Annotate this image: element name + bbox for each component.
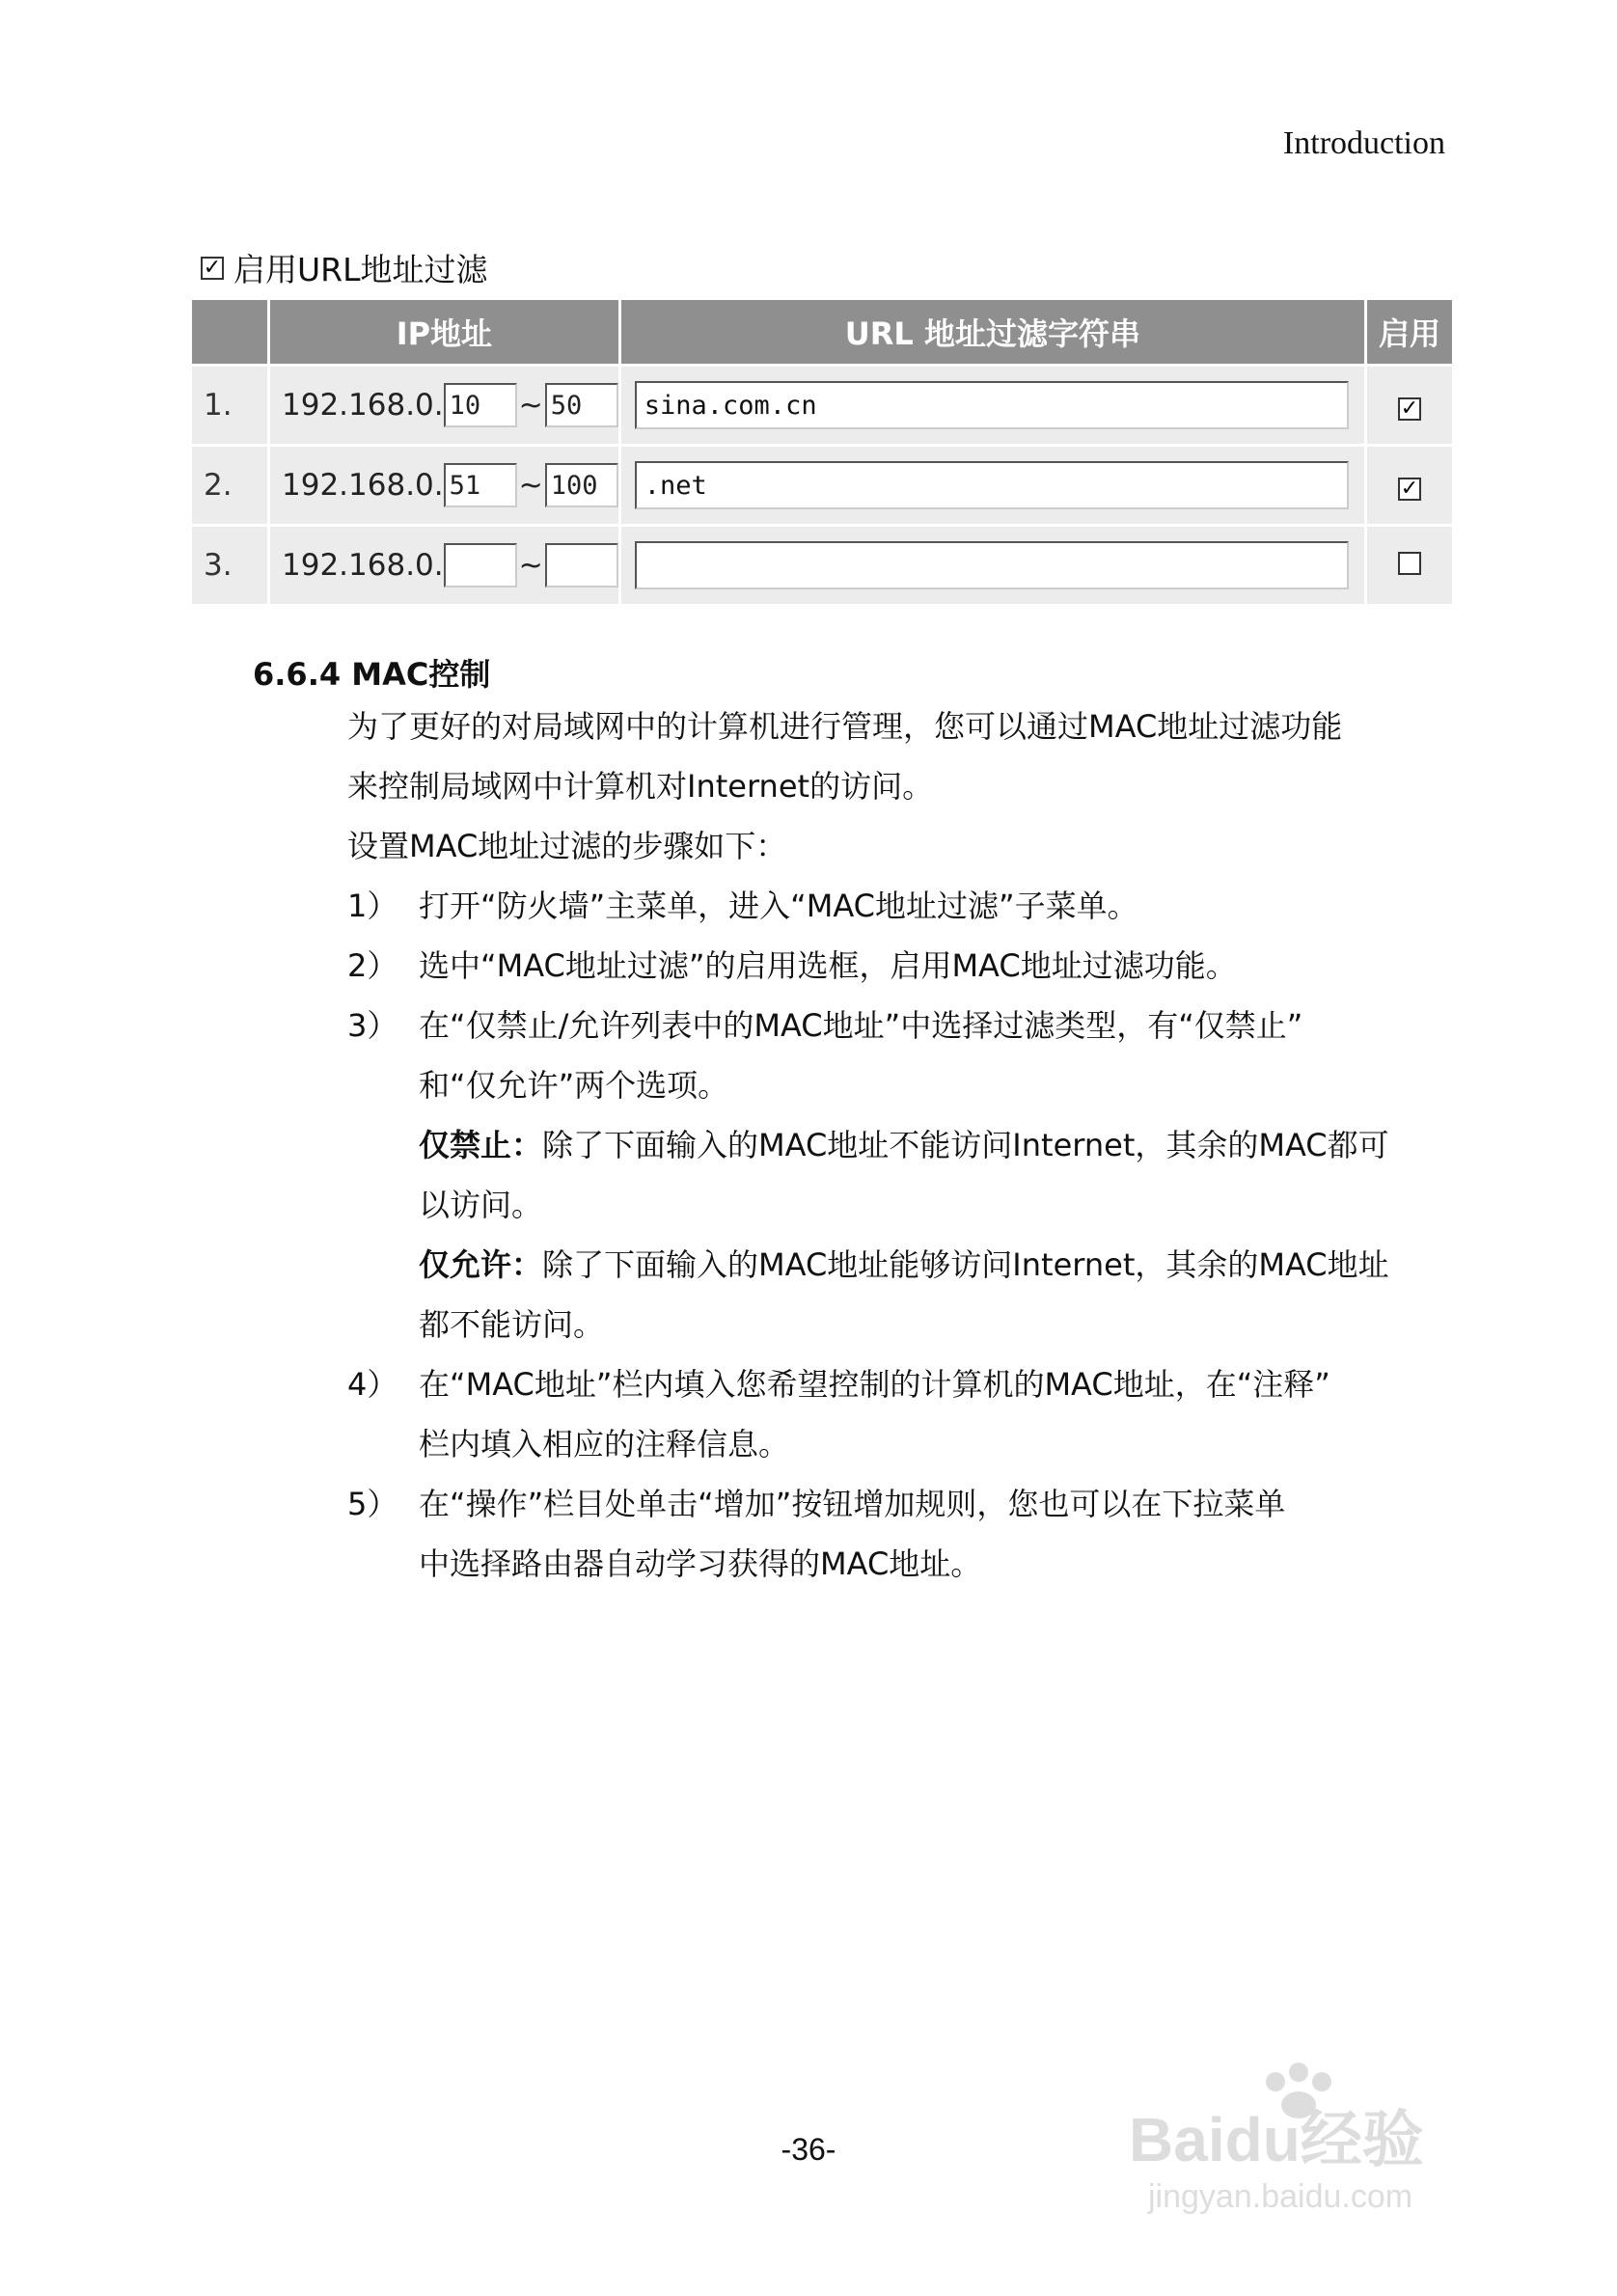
url-filter-enable-label: 启用URL地址过滤 [233,251,488,288]
step-text: 在“MAC地址”栏内填入您希望控制的计算机的MAC地址，在“注释” [419,1366,1330,1403]
step-3-continued: 和“仅允许”两个选项。 [419,1067,729,1104]
ip-end-input[interactable]: 100 [545,463,618,507]
step-number: 1） [347,888,398,924]
row-enable-checkbox[interactable]: ✓ [1398,478,1421,501]
step-3 [347,996,1457,1055]
url-string-input[interactable]: .net [635,461,1349,509]
intro-line-2: 来控制局域网中计算机对Internet的访问。 [347,768,934,805]
ip-prefix: 192.168.0. [282,468,444,503]
step-4-continued: 栏内填入相应的注释信息。 [419,1426,790,1462]
column-header-index [192,300,267,364]
step-1 [347,876,1457,936]
step-5-continued: 中选择路由器自动学习获得的MAC地址。 [419,1545,982,1582]
step-text: 在“操作”栏目处单击“增加”按钮增加规则，您也可以在下拉菜单 [419,1486,1286,1522]
ip-end-input[interactable] [545,543,618,588]
row-index: 2. [192,447,267,524]
baidu-watermark [1110,2055,1524,2219]
step-number: 2） [347,947,398,984]
ip-prefix: 192.168.0. [282,548,444,583]
allow-term: 仅允许： [419,1246,543,1283]
step-4 [347,1354,1457,1414]
ip-start-input[interactable]: 51 [444,463,517,507]
page-number: -36- [781,2132,836,2167]
ip-prefix: 192.168.0. [282,388,444,423]
watermark-url: jingyan.baidu.com [1148,2178,1413,2215]
step-2 [347,936,1457,996]
steps-intro: 设置MAC地址过滤的步骤如下： [347,828,787,864]
table-row [192,367,1452,444]
deny-definition-continued: 以访问。 [419,1187,543,1223]
column-header-ip: IP地址 [270,300,618,364]
intro-line-1: 为了更好的对局域网中的计算机进行管理，您可以通过MAC地址过滤功能 [347,708,1343,745]
deny-term: 仅禁止： [419,1127,543,1163]
table-row [192,447,1452,524]
url-filter-enable-checkbox[interactable]: ✓ [201,257,224,280]
row-enable-checkbox[interactable] [1398,552,1421,575]
deny-definition [419,1115,1457,1175]
table-row [192,527,1452,604]
step-text: 在“仅禁止/允许列表中的MAC地址”中选择过滤类型，有“仅禁止” [419,1007,1303,1044]
step-5 [347,1474,1457,1534]
paw-icon [1110,2055,1524,2219]
row-index: 1. [192,367,267,444]
range-separator: ~ [518,468,543,503]
allow-definition [419,1235,1457,1295]
url-filter-table [189,297,1455,607]
step-number: 4） [347,1366,398,1403]
row-index: 3. [192,527,267,604]
step-text: 打开“防火墙”主菜单，进入“MAC地址过滤”子菜单。 [419,888,1138,924]
range-separator: ~ [518,548,543,583]
url-string-input[interactable]: sina.com.cn [635,381,1349,429]
deny-text: 除了下面输入的MAC地址不能访问Internet，其余的MAC都可 [542,1127,1389,1163]
ip-end-input[interactable]: 50 [545,383,618,427]
running-header: Introduction [1282,125,1445,161]
column-header-enable: 启用 [1367,300,1452,364]
step-number: 5） [347,1486,398,1522]
range-separator: ~ [518,388,543,423]
column-header-url: URL 地址过滤字符串 [621,300,1364,364]
ip-start-input[interactable]: 10 [444,383,517,427]
ip-start-input[interactable] [444,543,517,588]
allow-text: 除了下面输入的MAC地址能够访问Internet，其余的MAC地址 [542,1246,1389,1283]
section-title: 6.6.4 MAC控制 [253,656,491,693]
url-string-input[interactable] [635,541,1349,589]
row-enable-checkbox[interactable]: ✓ [1398,397,1421,421]
url-filter-enable[interactable] [201,245,487,290]
step-number: 3） [347,1007,398,1044]
watermark-brand: Baidu经验 [1129,2105,1424,2174]
allow-definition-continued: 都不能访问。 [419,1306,605,1343]
step-text: 选中“MAC地址过滤”的启用选框，启用MAC地址过滤功能。 [419,947,1237,984]
